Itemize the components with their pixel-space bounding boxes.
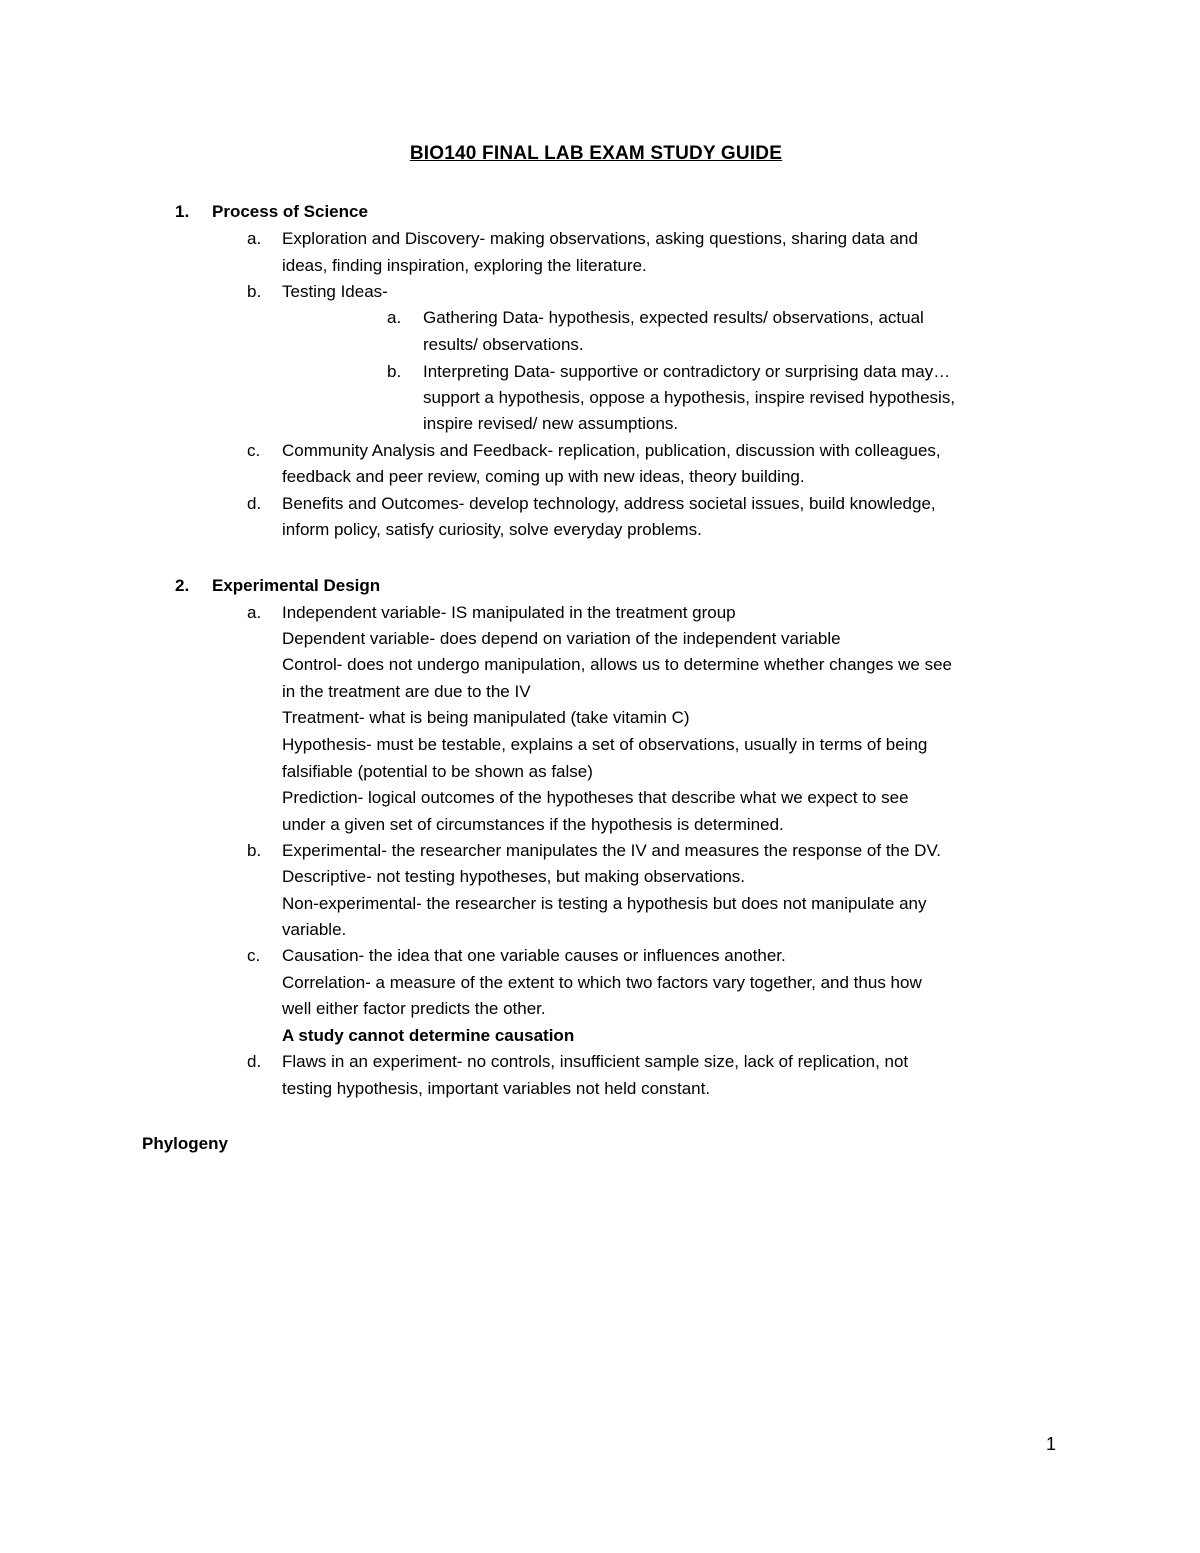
list-item-line: falsifiable (potential to be shown as false) [282,762,593,781]
list-item-line: Non-experimental- the researcher is testing a hypothesis but does not manipulate any [282,894,927,913]
section-2-number: 2. [175,576,190,595]
list-item-line: well either factor predicts the other. [282,999,546,1018]
list-item-line: Correlation- a measure of the extent to which two factors vary together, and thus how [282,973,922,992]
list-item-line: Dependent variable- does depend on variation of the independent variable [282,629,841,648]
list-item-line: variable. [282,920,347,939]
list-item-line: Exploration and Discovery- making observations, asking questions, sharing data and [282,229,918,248]
list-item-line: Treatment- what is being manipulated (take vitamin C) [282,708,690,727]
list-item-line: Community Analysis and Feedback- replication, publication, discussion with colleagues, [282,441,941,460]
list-item-line: inform policy, satisfy curiosity, solve everyday problems. [282,520,702,539]
list-item-line: Control- does not undergo manipulation, allows us to determine whether changes we see [282,655,953,674]
list-marker: b. [247,841,262,860]
list-marker: b. [247,282,262,301]
page-number: 1 [1046,1434,1057,1454]
list-item-line: Descriptive- not testing hypotheses, but making observations. [282,867,746,886]
list-marker: d. [247,1052,262,1071]
list-marker: c. [247,441,261,460]
sublist-item-line: Interpreting Data- supportive or contradictory or surprising data may… [423,362,951,381]
sublist-item-line: results/ observations. [423,335,584,354]
emphasis-line: A study cannot determine causation [282,1026,575,1045]
section-2-heading: Experimental Design [212,576,381,595]
list-item-line: in the treatment are due to the IV [282,682,531,701]
list-item-line: testing hypothesis, important variables not held constant. [282,1079,711,1098]
list-item-line: Testing Ideas- [282,282,388,301]
list-item-line: Benefits and Outcomes- develop technology, address societal issues, build knowledge, [282,494,936,513]
section-1-heading: Process of Science [212,202,368,221]
list-item-line: ideas, finding inspiration, exploring the literature. [282,256,647,275]
sublist-marker: a. [387,308,402,327]
list-marker: a. [247,229,262,248]
list-item-line: Independent variable- IS manipulated in the treatment group [282,603,736,622]
list-marker: a. [247,603,262,622]
sublist-marker: b. [387,362,402,381]
section-1-number: 1. [175,202,190,221]
section-heading-phylogeny: Phylogeny [142,1134,228,1153]
sublist-item-line: Gathering Data- hypothesis, expected results/ observations, actual [423,308,924,327]
sublist-item-line: inspire revised/ new assumptions. [423,414,679,433]
list-item-line: Hypothesis- must be testable, explains a set of observations, usually in terms of being [282,735,928,754]
list-marker: d. [247,494,262,513]
list-item-line: under a given set of circumstances if the hypothesis is determined. [282,815,784,834]
list-item-line: Prediction- logical outcomes of the hypotheses that describe what we expect to see [282,788,909,807]
list-marker: c. [247,946,261,965]
list-item-line: Flaws in an experiment- no controls, insufficient sample size, lack of replication, not [282,1052,909,1071]
list-item-line: Experimental- the researcher manipulates the IV and measures the response of the DV. [282,841,941,860]
document-title: BIO140 FINAL LAB EXAM STUDY GUIDE [409,143,783,164]
list-item-line: Causation- the idea that one variable causes or influences another. [282,946,786,965]
sublist-item-line: support a hypothesis, oppose a hypothesis, inspire revised hypothesis, [423,388,956,407]
list-item-line: feedback and peer review, coming up with new ideas, theory building. [282,467,805,486]
